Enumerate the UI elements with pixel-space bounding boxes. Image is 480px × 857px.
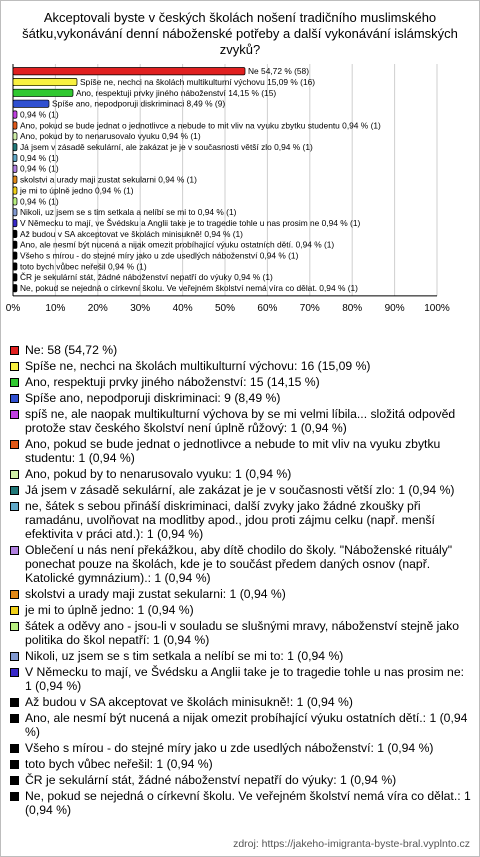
legend-swatch xyxy=(10,410,19,419)
bar xyxy=(13,165,17,172)
bar-label: 0,94 % (1) xyxy=(19,163,59,174)
legend-label: Ano, pokud se bude jednat o jednotlivce a nebude to mit vliv na vyuku zbytku studentu: 1 (0,94 %) xyxy=(25,437,441,465)
bar-label: je mi to úplně jedno 0,94 % (1) xyxy=(19,185,134,196)
legend-label: Ano, ale nesmí být nucená a nijak omezit probíhající výuku ostatních dětí.: 1 (0,94 %) xyxy=(25,711,468,739)
legend-swatch xyxy=(10,470,19,479)
legend-label: Nikoli, uz jsem se s tim setkala a nelíbí se mi to: 1 (0,94 %) xyxy=(25,649,344,663)
bar-label: Až budou v SA akceptovat ve školách minisukně! 0,94 % (1) xyxy=(19,228,243,239)
legend-swatch xyxy=(10,652,19,661)
legend-item xyxy=(10,695,472,709)
bar xyxy=(13,111,17,118)
legend-swatch xyxy=(10,698,19,707)
bar xyxy=(13,68,245,75)
bar xyxy=(13,176,17,183)
bar xyxy=(13,100,49,107)
bar-label: Ano, respektuji prvky jiného náboženství 14,15 % (15) xyxy=(75,87,277,98)
x-tick-label: 80% xyxy=(342,302,363,314)
x-tick-label: 30% xyxy=(130,302,151,314)
legend-swatch xyxy=(10,714,19,723)
bar-label: Ano, ale nesmí být nucená a nijak omezit probíhající výuku ostatních dětí. 0,94 % (1) xyxy=(19,239,335,250)
legend-label: Ano, pokud by to nenarusovalo vyuku: 1 (0,94 %) xyxy=(25,467,292,481)
legend-item xyxy=(10,789,472,817)
bar xyxy=(13,122,17,129)
legend-item xyxy=(10,603,472,617)
x-tick-label: 70% xyxy=(299,302,320,314)
bar xyxy=(13,285,17,292)
legend-label: ne, šátek s sebou přináší diskriminaci, další zvyky jako žádné zkoušky při ramadánu, uvolňovat na modlitby apod., jdou proti zájmu celku (např. menší efektivita v práci atd.): 1 (0,94 %) xyxy=(25,499,435,541)
legend-swatch xyxy=(10,394,19,403)
legend-label: Ne: 58 (54,72 %) xyxy=(25,343,118,357)
bar xyxy=(13,89,73,96)
legend-item xyxy=(10,649,472,663)
source-link[interactable]: zdroj: https://jakeho-imigranta-byste-bral.vyplnto.cz xyxy=(233,838,470,850)
bar-label: Já jsem v zásadě sekulární, ale zakázat je je v současnosti větší zlo 0,94 % (1) xyxy=(19,142,313,152)
x-tick-label: 100% xyxy=(424,302,450,314)
legend-label: je mi to úplně jedno: 1 (0,94 %) xyxy=(25,603,194,617)
x-tick-label: 40% xyxy=(172,302,193,314)
bar-label: Ano, pokud by to nenarusovalo vyuku 0,94 % (1) xyxy=(19,131,201,142)
bar-label: Ne 54,72 % (58) xyxy=(248,66,310,77)
bar-label: 0,94 % (1) xyxy=(19,196,59,207)
bar xyxy=(13,263,17,270)
legend-label: V Německu to mají, ve Švédsku a Anglii take je to tragedie tohle u nas prosim ne: 1 (0,94 %) xyxy=(25,665,464,693)
legend-item xyxy=(10,359,472,373)
bar-label: skolstvi a urady maji zustat sekularni 0,94 % (1) xyxy=(19,174,197,185)
bar xyxy=(13,252,17,259)
bar xyxy=(13,78,77,85)
bar-label: ČR je sekulární stát, žádné náboženství nepatří do výuky 0,94 % (1) xyxy=(19,272,273,283)
legend-label: ČR je sekulární stát, žádné náboženství nepatří do výuky: 1 (0,94 %) xyxy=(25,773,397,787)
legend-item xyxy=(10,711,472,739)
legend-item xyxy=(10,391,472,405)
bar xyxy=(13,230,17,237)
legend-item xyxy=(10,757,472,771)
x-tick-label: 20% xyxy=(87,302,108,314)
legend-swatch xyxy=(10,346,19,355)
legend-label: Ano, respektuji prvky jiného náboženství: 15 (14,15 %) xyxy=(25,375,320,389)
legend-item xyxy=(10,483,472,497)
x-tick-label: 50% xyxy=(214,302,236,314)
chart-legend xyxy=(10,343,472,819)
legend-label: Ne, pokud se nejedná o církevní školu. Ve veřejném školství nemá víra co dělat.: 1 (0,94 %) xyxy=(25,789,471,817)
bar-label: 0,94 % (1) xyxy=(19,152,59,163)
legend-label: šátek a oděvy ano - jsou-li v souladu se slušnými mravy, náboženství stejně jako politika do škol nepatří: 1 (0,94 %) xyxy=(25,619,459,647)
legend-item xyxy=(10,343,472,357)
bar-label: Ano, pokud se bude jednat o jednotlivce a nebude to mit vliv na vyuku zbytku studentu 0,94 % (1) xyxy=(19,120,381,131)
legend-item xyxy=(10,773,472,787)
bar xyxy=(13,154,17,161)
legend-swatch xyxy=(10,440,19,449)
legend-label: Spíše ne, nechci na školách multikulturní výchovu: 16 (15,09 %) xyxy=(25,359,371,373)
bar xyxy=(13,198,17,205)
legend-label: skolstvi a urady maji zustat sekularni: 1 (0,94 %) xyxy=(25,587,286,601)
bar-label: V Německu to mají, ve Švédsku a Anglii take je to tragedie tohle u nas prosim ne 0,94 % (1) xyxy=(19,217,361,228)
legend-swatch xyxy=(10,622,19,631)
legend-item xyxy=(10,587,472,601)
legend-item xyxy=(10,467,472,481)
bar-label: Ne, pokud se nejedná o církevní školu. Ve veřejném školství nemá víra co dělat. 0,94 % (1) xyxy=(19,283,358,294)
x-tick-label: 90% xyxy=(384,302,405,314)
legend-item xyxy=(10,741,472,755)
legend-swatch xyxy=(10,760,19,769)
legend-swatch xyxy=(10,362,19,371)
x-tick-label: 0% xyxy=(5,302,21,314)
chart-title: Akceptovali byste v českých školách nošení tradičního muslimského šátku,vykonávání denní náboženské potřeby a další vykonávání islámských zvyků? xyxy=(22,10,458,57)
bar xyxy=(13,133,17,140)
x-tick-label: 10% xyxy=(45,302,66,314)
legend-item xyxy=(10,499,472,541)
bar-chart xyxy=(0,0,480,340)
x-tick-label: 60% xyxy=(257,302,278,314)
bar-label: 0,94 % (1) xyxy=(19,109,59,120)
legend-label: Všeho s mírou - do stejné míry jako u zde usedlých náboženství: 1 (0,94 %) xyxy=(25,741,434,755)
legend-swatch xyxy=(10,792,19,801)
legend-label: toto bych vůbec neřešil: 1 (0,94 %) xyxy=(25,757,213,771)
legend-label: spíš ne, ale naopak multikulturní výchova by se mi velmi líbila... složitá odpověd protože stav českého školství není úplně růžový: 1 (0,94 %) xyxy=(25,407,456,435)
bar xyxy=(13,209,17,216)
legend-swatch xyxy=(10,546,19,555)
legend-item xyxy=(10,437,472,465)
legend-item xyxy=(10,375,472,389)
bar xyxy=(13,219,17,226)
legend-swatch xyxy=(10,744,19,753)
legend-swatch xyxy=(10,486,19,495)
legend-item xyxy=(10,619,472,647)
legend-item xyxy=(10,665,472,693)
legend-item xyxy=(10,543,472,585)
legend-swatch xyxy=(10,776,19,785)
bar-label: Spíše ano, nepodporuji diskriminaci 8,49 % (9) xyxy=(51,98,226,109)
legend-label: Až budou v SA akceptovat ve školách minisukně!: 1 (0,94 %) xyxy=(25,695,353,709)
legend-label: Oblečení u nás není překážkou, aby dítě chodilo do školy. "Náboženské rituály" ponechat pouze na školách, kde je to součást předem daných osnov (např. Katolické gymnázium).: 1 (0,94 %) xyxy=(25,543,453,585)
bar xyxy=(13,274,17,281)
bar-label: Nikoli, uz jsem se s tim setkala a nelíbí se mi to 0,94 % (1) xyxy=(19,207,237,218)
legend-swatch xyxy=(10,502,19,511)
legend-swatch xyxy=(10,668,19,677)
legend-label: Spíše ano, nepodporuji diskriminaci: 9 (8,49 %) xyxy=(25,391,281,405)
legend-swatch xyxy=(10,606,19,615)
bar xyxy=(13,187,17,194)
legend-item xyxy=(10,407,472,435)
bar xyxy=(13,143,17,150)
legend-label: Já jsem v zásadě sekulární, ale zakázat je je v současnosti větší zlo: 1 (0,94 %) xyxy=(25,483,455,497)
bar xyxy=(13,241,17,248)
bar-label: Všeho s mírou - do stejné míry jako u zde usedlých náboženství 0,94 % (1) xyxy=(19,250,299,261)
legend-swatch xyxy=(10,590,19,599)
legend-swatch xyxy=(10,378,19,387)
bar-label: toto bych vůbec neřešil 0,94 % (1) xyxy=(19,261,147,272)
bar-label: Spíše ne, nechci na školách multikulturní výchovu 15,09 % (16) xyxy=(79,76,316,87)
